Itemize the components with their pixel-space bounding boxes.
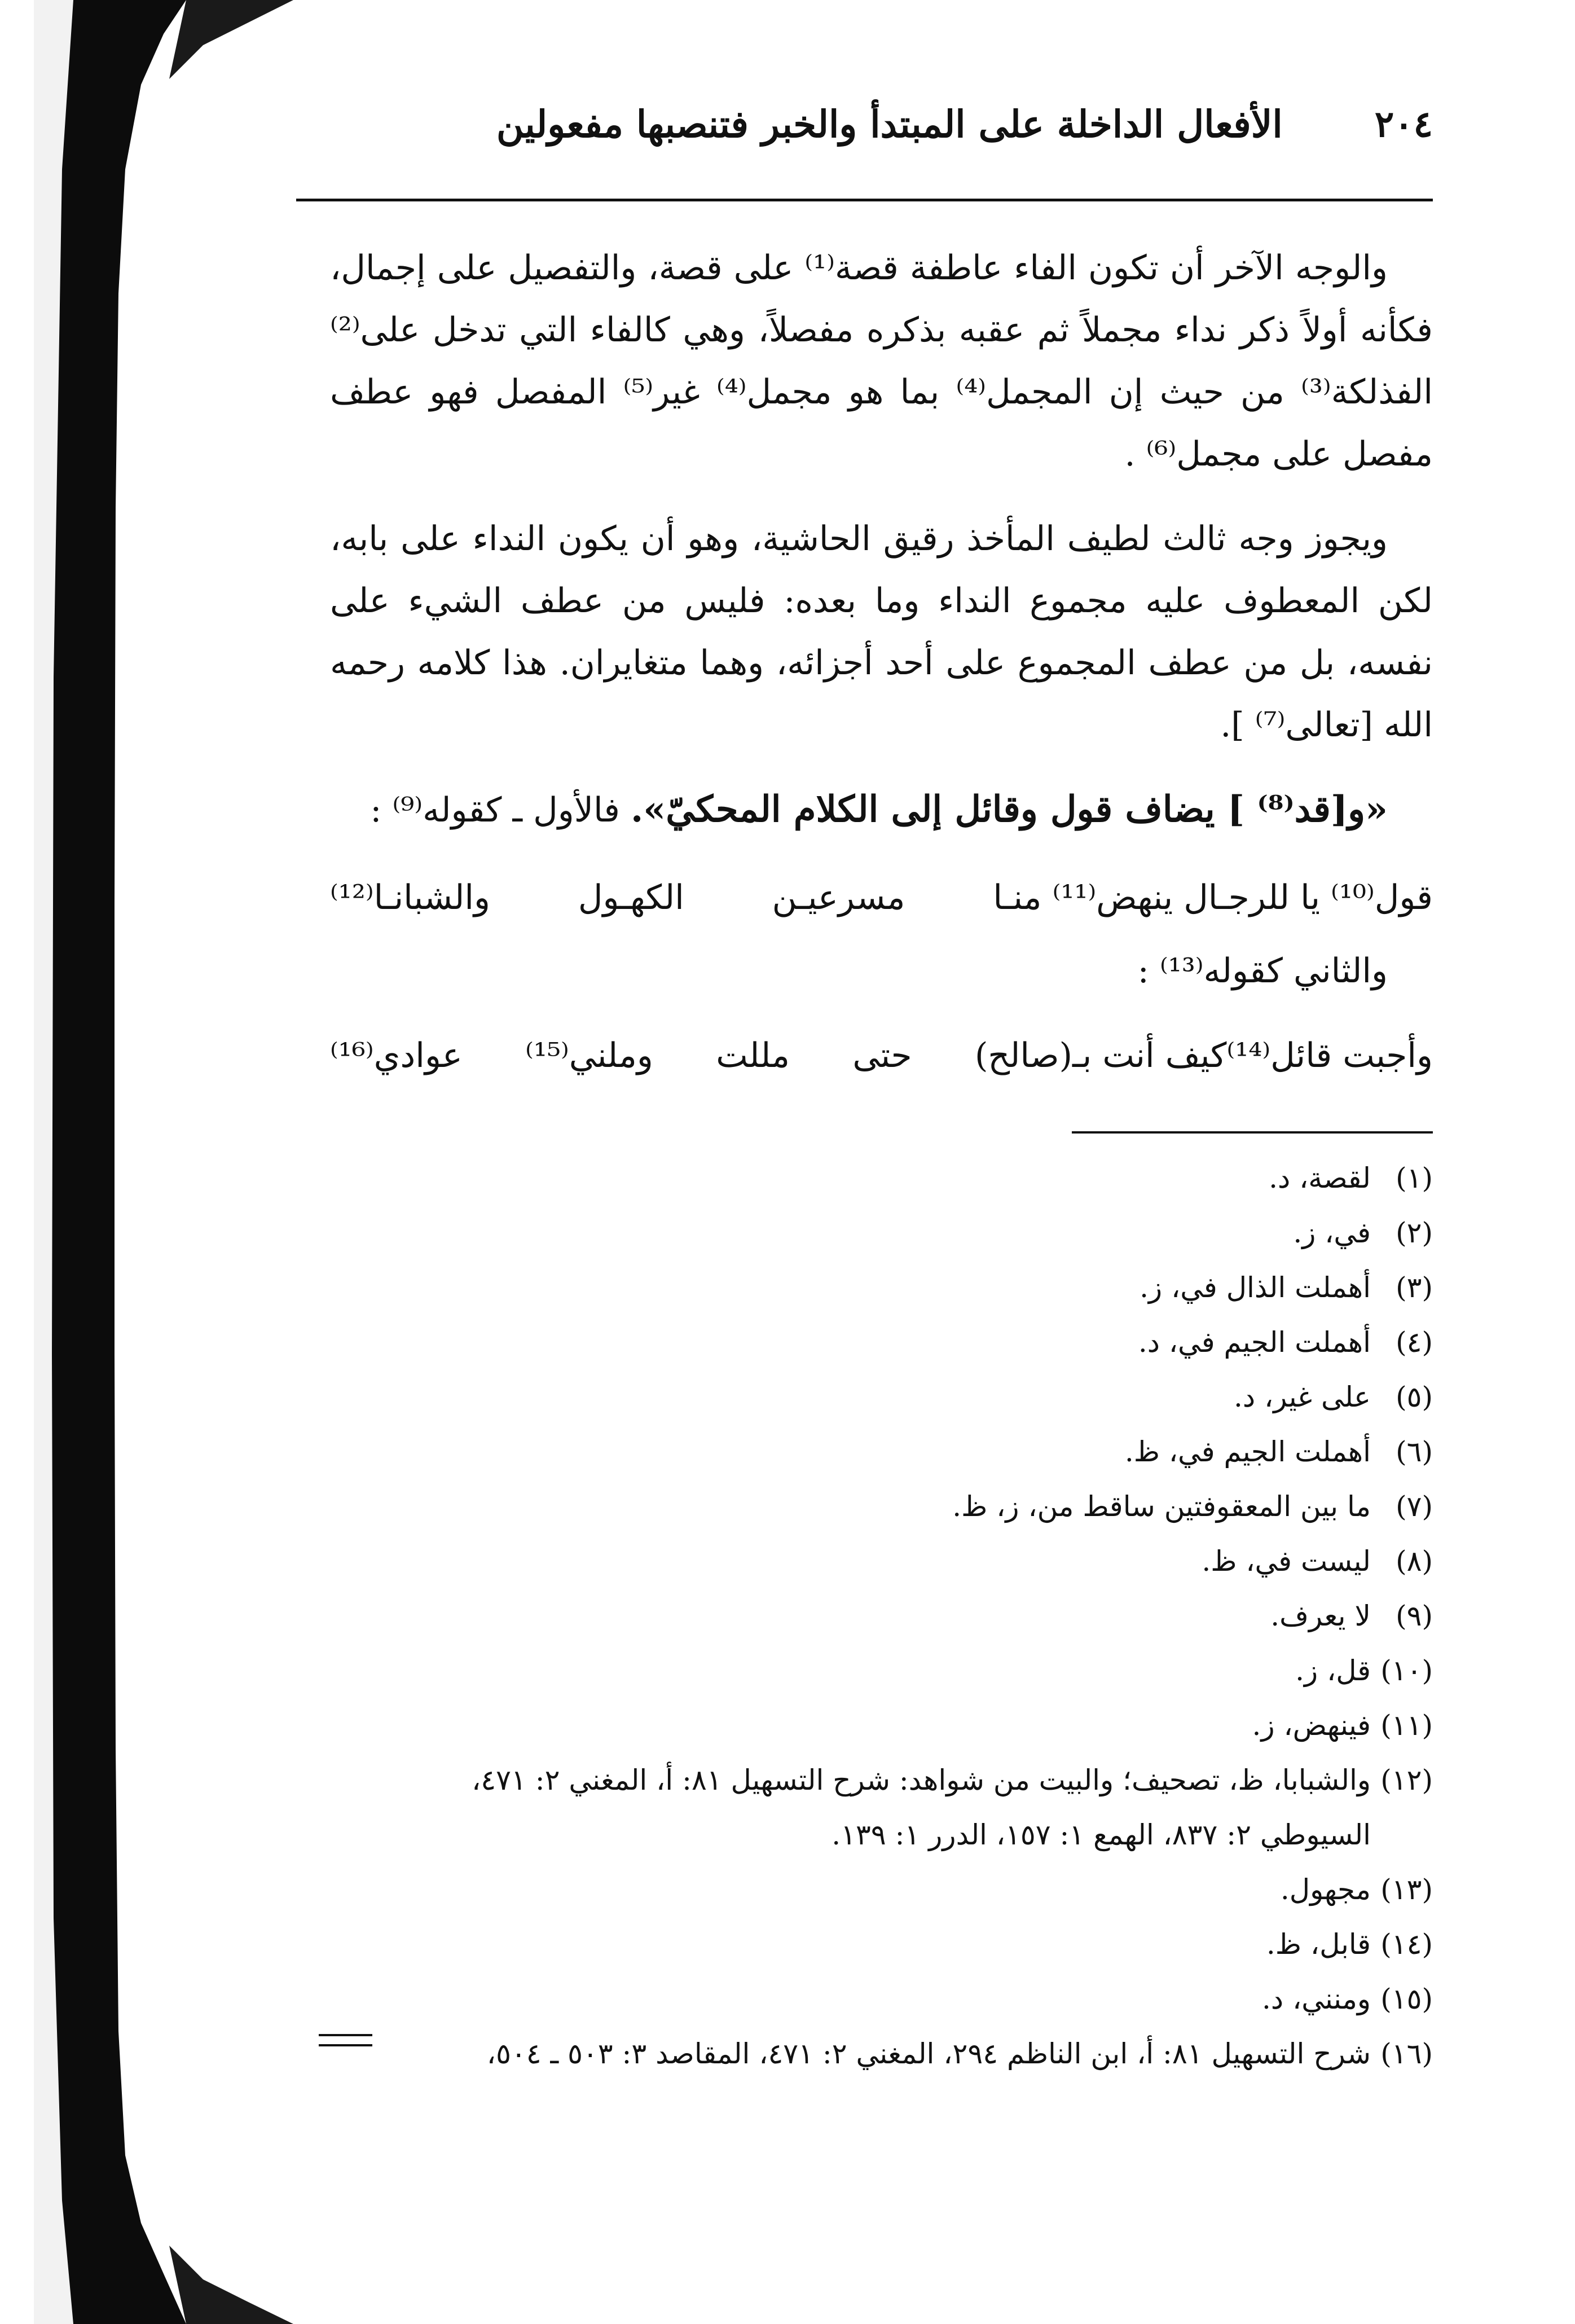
footnote-number: (١) <box>1396 1162 1433 1194</box>
footnote-text: قل، ز. <box>1295 1654 1371 1687</box>
footnote <box>305 1260 1433 1315</box>
footnote-number: (١٤) <box>1380 1928 1433 1961</box>
footnote-number: (٦) <box>1396 1435 1433 1468</box>
main-text <box>330 237 1433 1095</box>
footnote <box>305 1370 1433 1425</box>
footnote-text: ليست في، ظ. <box>1202 1545 1371 1578</box>
footnote <box>305 1589 1433 1644</box>
footnote-text: أهملت الذال في، ز. <box>1140 1271 1371 1304</box>
footnote <box>305 1534 1433 1589</box>
verse-1-part: الكهـول <box>578 878 684 917</box>
binding-shadow <box>0 0 293 2324</box>
verse-2 <box>330 1022 1433 1089</box>
footnote-text: لقصة، د. <box>1269 1162 1371 1194</box>
footnote <box>305 1917 1433 1972</box>
page-number: ٢٠٤ <box>1374 103 1433 146</box>
verse-intro: والثاني كقوله⁽¹³⁾ : <box>1137 951 1388 991</box>
footnote-number: (١٦) <box>1380 2037 1433 2070</box>
footnote <box>305 1206 1433 1260</box>
header-rule <box>296 199 1433 201</box>
footnote-text: قابل، ظ. <box>1266 1928 1371 1961</box>
footnote-number: (١١) <box>1380 1709 1433 1742</box>
footnote-number: (١٣) <box>1380 1873 1433 1906</box>
paragraph-2: ويجوز وجه ثالث لطيف المأخذ رقيق الحاشية، وهو أن يكون النداء على بابه، لكن المعطوف عليه مجموع النداء وما بعده: فليس من عطف الشيء على نفسه، بل من عطف المجموع على أحد أجزائه، وهما متغايران. هذا كلامه رحمه الله [تعالى⁽⁷⁾ ]. <box>330 519 1433 745</box>
footnote <box>305 1151 1433 1206</box>
footnote-text: شرح التسهيل ٨١: أ، ابن الناظم ٢٩٤، المغني ٢: ٤٧١، المقاصد ٣: ٥٠٣ ـ ٥٠٤، <box>486 2037 1371 2070</box>
footnote-number: (١٠) <box>1380 1654 1433 1687</box>
footnote-number: (٥) <box>1396 1381 1433 1413</box>
verse-2-part: حتى <box>852 1036 912 1075</box>
paragraph-3 <box>330 779 1433 841</box>
verse-2-part: وأجبت قائل⁽¹⁴⁾كيف أنت بـ(صالح) <box>974 1036 1433 1075</box>
footnote <box>305 1425 1433 1479</box>
footnote-text: والشبابا، ظ، تصحيف؛ والبيت من شواهد: شرح التسهيل ٨١: أ، المغني ٢: ٤٧١، <box>472 1764 1371 1796</box>
verse-2-part: مللت <box>716 1036 790 1075</box>
footnote <box>305 1862 1433 1917</box>
footnote-text: لا يعرف. <box>1270 1600 1371 1632</box>
running-header <box>496 90 1433 158</box>
footnote-text: ما بين المعقوفتين ساقط من، ز، ظ. <box>952 1490 1371 1523</box>
footnote-continuation: السيوطي ٢: ٨٣٧، الهمع ١: ١٥٧، الدرر ١: ١٣٩. <box>832 1818 1371 1851</box>
footnote-number: (٣) <box>1396 1271 1433 1304</box>
footnote-number: (٩) <box>1396 1600 1433 1632</box>
footnote-text: مجهول. <box>1280 1873 1371 1906</box>
footnote <box>305 1479 1433 1534</box>
footnote <box>305 1753 1433 1862</box>
footnote-number: (٧) <box>1396 1490 1433 1523</box>
footnote-number: (١٢) <box>1380 1764 1433 1796</box>
quoted-rule: «و[قد⁽⁸⁾ ] يضاف قول وقائل إلى الكلام المحكيّ». <box>631 788 1388 831</box>
footnote-text: أهملت الجيم في، ظ. <box>1124 1435 1371 1468</box>
footnote-number: (٨) <box>1396 1545 1433 1578</box>
footnote <box>305 1644 1433 1698</box>
footnote <box>305 1315 1433 1370</box>
verse-1-part: والشبانـا⁽¹²⁾ <box>330 878 491 917</box>
footnote-number: (٤) <box>1396 1326 1433 1359</box>
footnote <box>305 2027 1433 2081</box>
paragraph-3-rest: فالأول ـ كقوله⁽⁹⁾ : <box>370 790 620 830</box>
verse-1 <box>330 864 1433 932</box>
continuation-mark <box>319 2034 372 2046</box>
footnote-text: في، ز. <box>1293 1216 1371 1249</box>
verse-1-part: مسرعيـن <box>772 878 905 917</box>
footnote-number: (٢) <box>1396 1216 1433 1249</box>
footnote <box>305 1698 1433 1753</box>
verse-2-part: عوادي⁽¹⁶⁾ <box>330 1036 463 1075</box>
footnote-text: ومنني، د. <box>1262 1983 1371 2015</box>
footnote-text: فينهض، ز. <box>1252 1709 1371 1742</box>
footnote-text: على غير، د. <box>1234 1381 1371 1413</box>
running-title: الأفعال الداخلة على المبتدأ والخبر فتنصبها مفعولين <box>496 102 1283 146</box>
paragraph-1: والوجه الآخر أن تكون الفاء عاطفة قصة⁽¹⁾ على قصة، والتفصيل على إجمال، فكأنه أولاً ذكر نداء مجملاً ثم عقبه بذكره مفصلاً، وهي كالفاء التي تدخل على⁽²⁾ الفذلكة⁽³⁾ من حيث إن المجمل⁽⁴⁾ بما هو مجمل⁽⁴⁾ غير⁽⁵⁾ المفصل فهو عطف مفصل على مجمل⁽⁶⁾ . <box>330 248 1433 474</box>
footnote-number: (١٥) <box>1380 1983 1433 2015</box>
verse-2-part: وملني⁽¹⁵⁾ <box>525 1036 653 1075</box>
verse-1-part: قول⁽¹⁰⁾ يا للرجـال ينهض⁽¹¹⁾ منـا <box>993 878 1433 917</box>
footnotes-list <box>305 1151 1433 2081</box>
footnote <box>305 1972 1433 2027</box>
footnote-rule <box>1072 1131 1433 1134</box>
footnote-text: أهملت الجيم في، د. <box>1138 1326 1371 1359</box>
